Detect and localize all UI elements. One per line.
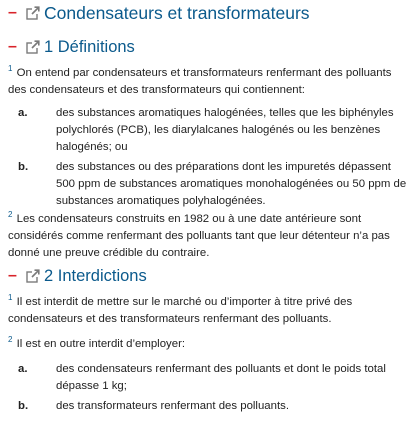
paragraph-number: 1 — [8, 64, 13, 74]
list-key: a. — [18, 107, 28, 119]
section-interdictions — [8, 265, 408, 415]
paragraph-number: 1 — [8, 293, 13, 303]
paragraph — [8, 336, 408, 353]
paragraph-text: On entend par condensateurs et transformateurs renfermant des polluants des condensateurs et des transformateurs qui contiennent: — [8, 67, 392, 96]
collapse-toggle[interactable]: – — [8, 38, 17, 55]
paragraph-text: Il est en outre interdit d’employer: — [16, 338, 186, 350]
list-item — [8, 361, 408, 395]
external-link-icon[interactable] — [26, 6, 40, 20]
paragraph-number: 2 — [8, 335, 13, 345]
document-title: Condensateurs et transformateurs — [44, 2, 310, 23]
external-link-icon[interactable] — [26, 40, 40, 54]
collapse-toggle[interactable]: – — [8, 267, 17, 284]
section-title: 1 Définitions — [44, 37, 135, 56]
list-text: des transformateurs renfermant des polluants. — [56, 400, 289, 412]
section-title: 2 Interdictions — [44, 266, 147, 285]
paragraph-text: Il est interdit de mettre sur le marché ou d’importer à titre privé des condensateurs et des transformateurs renfermant des polluants. — [8, 296, 353, 325]
list-text: des condensateurs renfermant des polluants et dont le poids total dépasse 1 kg; — [56, 363, 386, 392]
paragraph-text: Les condensateurs construits en 1982 ou à une date antérieure sont considérés comme renfermant des polluants tant que leur détenteur n’a pas donné une preuve crédible du contraire. — [8, 213, 390, 259]
external-link-icon[interactable] — [26, 269, 40, 283]
list-text: des substances aromatiques halogénées, telles que les biphényles polychlorés (PCB), les diarylalcanes halogénés ou les benzènes halogénés; ou — [56, 107, 394, 153]
section-heading — [8, 36, 408, 58]
paragraph — [8, 65, 408, 99]
list-key: a. — [18, 363, 28, 375]
list-key: b. — [18, 400, 29, 412]
list-key: b. — [18, 161, 29, 173]
list-item — [8, 398, 408, 415]
paragraph — [8, 294, 408, 328]
section-definitions — [8, 36, 408, 262]
list-item — [8, 105, 408, 156]
list-text: des substances ou des préparations dont les impuretés dépassent 500 ppm de substances aromatiques monohalogénées ou 50 ppm de substances aromatiques polyhalogénées. — [56, 161, 407, 207]
document-heading — [8, 1, 310, 25]
list-item — [8, 159, 408, 210]
section-heading — [8, 265, 408, 287]
paragraph — [8, 211, 408, 262]
item-list — [8, 105, 408, 210]
item-list — [8, 361, 408, 415]
paragraph-number: 2 — [8, 210, 13, 220]
collapse-toggle[interactable]: – — [8, 4, 17, 21]
